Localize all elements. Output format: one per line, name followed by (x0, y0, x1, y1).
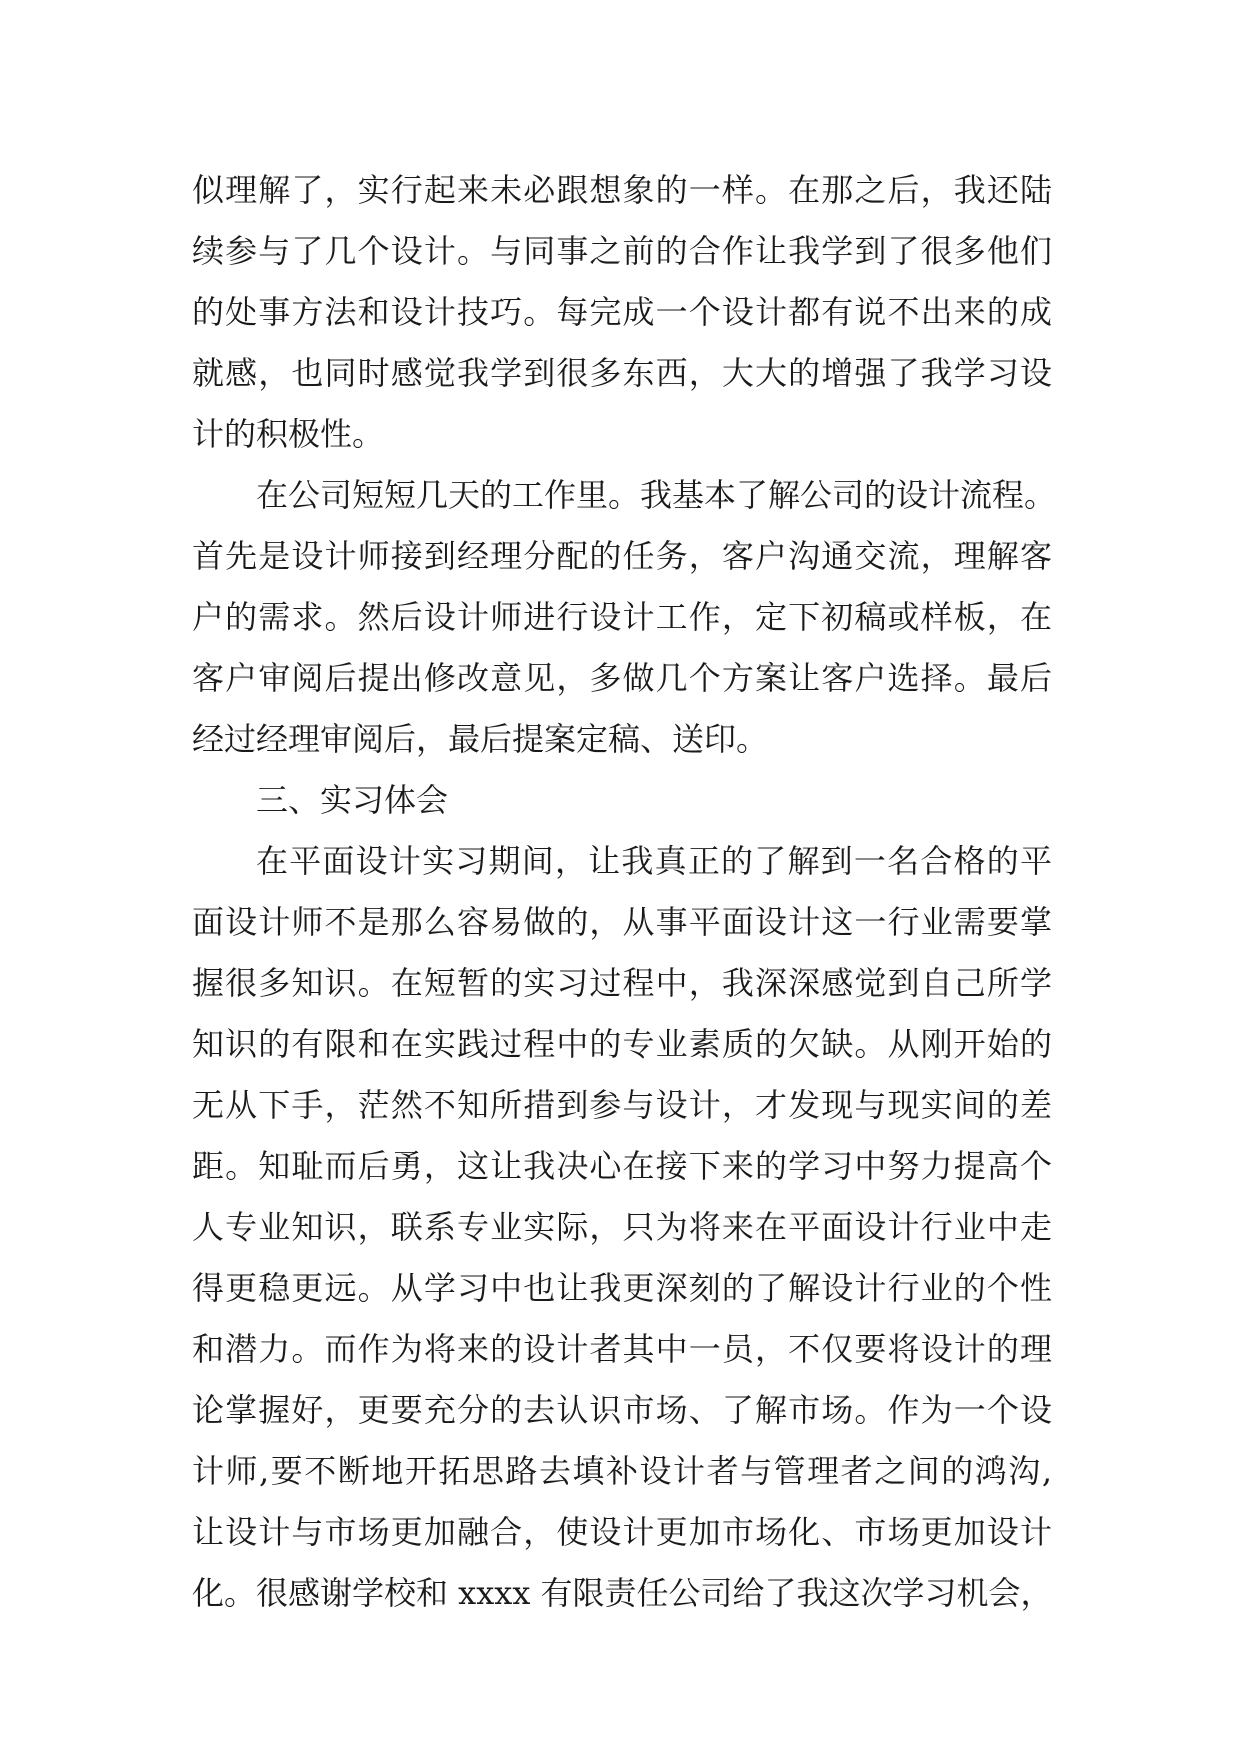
text-line-7: 首先是设计师接到经理分配的任务，客户沟通交流，理解客 (192, 537, 1052, 575)
text-line-17: 距。知耻而后勇，这让我决心在接下来的学习中努力提高个 (192, 1147, 1052, 1185)
text-line-20: 和潜力。而作为将来的设计者其中一员，不仅要将设计的理 (192, 1330, 1052, 1368)
text-line-15: 知识的有限和在实践过程中的专业素质的欠缺。从刚开始的 (192, 1025, 1052, 1063)
text-line-24: 化。很感谢学校和 xxxx 有限责任公司给了我这次学习机会， (192, 1574, 1053, 1612)
text-line-2: 续参与了几个设计。与同事之前的合作让我学到了很多他们 (192, 232, 1052, 270)
text-line-13: 面设计师不是那么容易做的，从事平面设计这一行业需要掌 (192, 903, 1052, 941)
text-line-16: 无从下手，茫然不知所措到参与设计，才发现与现实间的差 (192, 1086, 1052, 1124)
text-line-19: 得更稳更远。从学习中也让我更深刻的了解设计行业的个性 (192, 1269, 1052, 1307)
text-line-23: 让设计与市场更加融合，使设计更加市场化、市场更加设计 (192, 1513, 1052, 1551)
document-body (192, 160, 1057, 1624)
text-line-1: 似理解了，实行起来未必跟想象的一样。在那之后，我还陆 (192, 171, 1052, 209)
text-line-8: 户的需求。然后设计师进行设计工作，定下初稿或样板，在 (192, 598, 1052, 636)
text-line-4: 就感，也同时感觉我学到很多东西，大大的增强了我学习设 (192, 354, 1052, 392)
text-line-9: 客户审阅后提出修改意见，多做几个方案让客户选择。最后 (192, 659, 1052, 697)
text-line-12: 在平面设计实习期间，让我真正的了解到一名合格的平 (256, 842, 1052, 880)
section-heading: 三、实习体会 (256, 781, 449, 819)
text-line-6: 在公司短短几天的工作里。我基本了解公司的设计流程。 (256, 476, 1057, 514)
text-line-5: 计的积极性。 (192, 415, 385, 453)
text-line-10: 经过经理审阅后，最后提案定稿、送印。 (192, 720, 769, 758)
text-line-3: 的处事方法和设计技巧。每完成一个设计都有说不出来的成 (192, 293, 1052, 331)
text-line-22: 计师,要不断地开拓思路去填补设计者与管理者之间的鸿沟, (192, 1452, 1052, 1490)
text-line-14: 握很多知识。在短暂的实习过程中，我深深感觉到自己所学 (192, 964, 1052, 1002)
text-line-21: 论掌握好，更要充分的去认识市场、了解市场。作为一个设 (192, 1391, 1052, 1429)
text-line-18: 人专业知识，联系专业实际，只为将来在平面设计行业中走 (192, 1208, 1052, 1246)
